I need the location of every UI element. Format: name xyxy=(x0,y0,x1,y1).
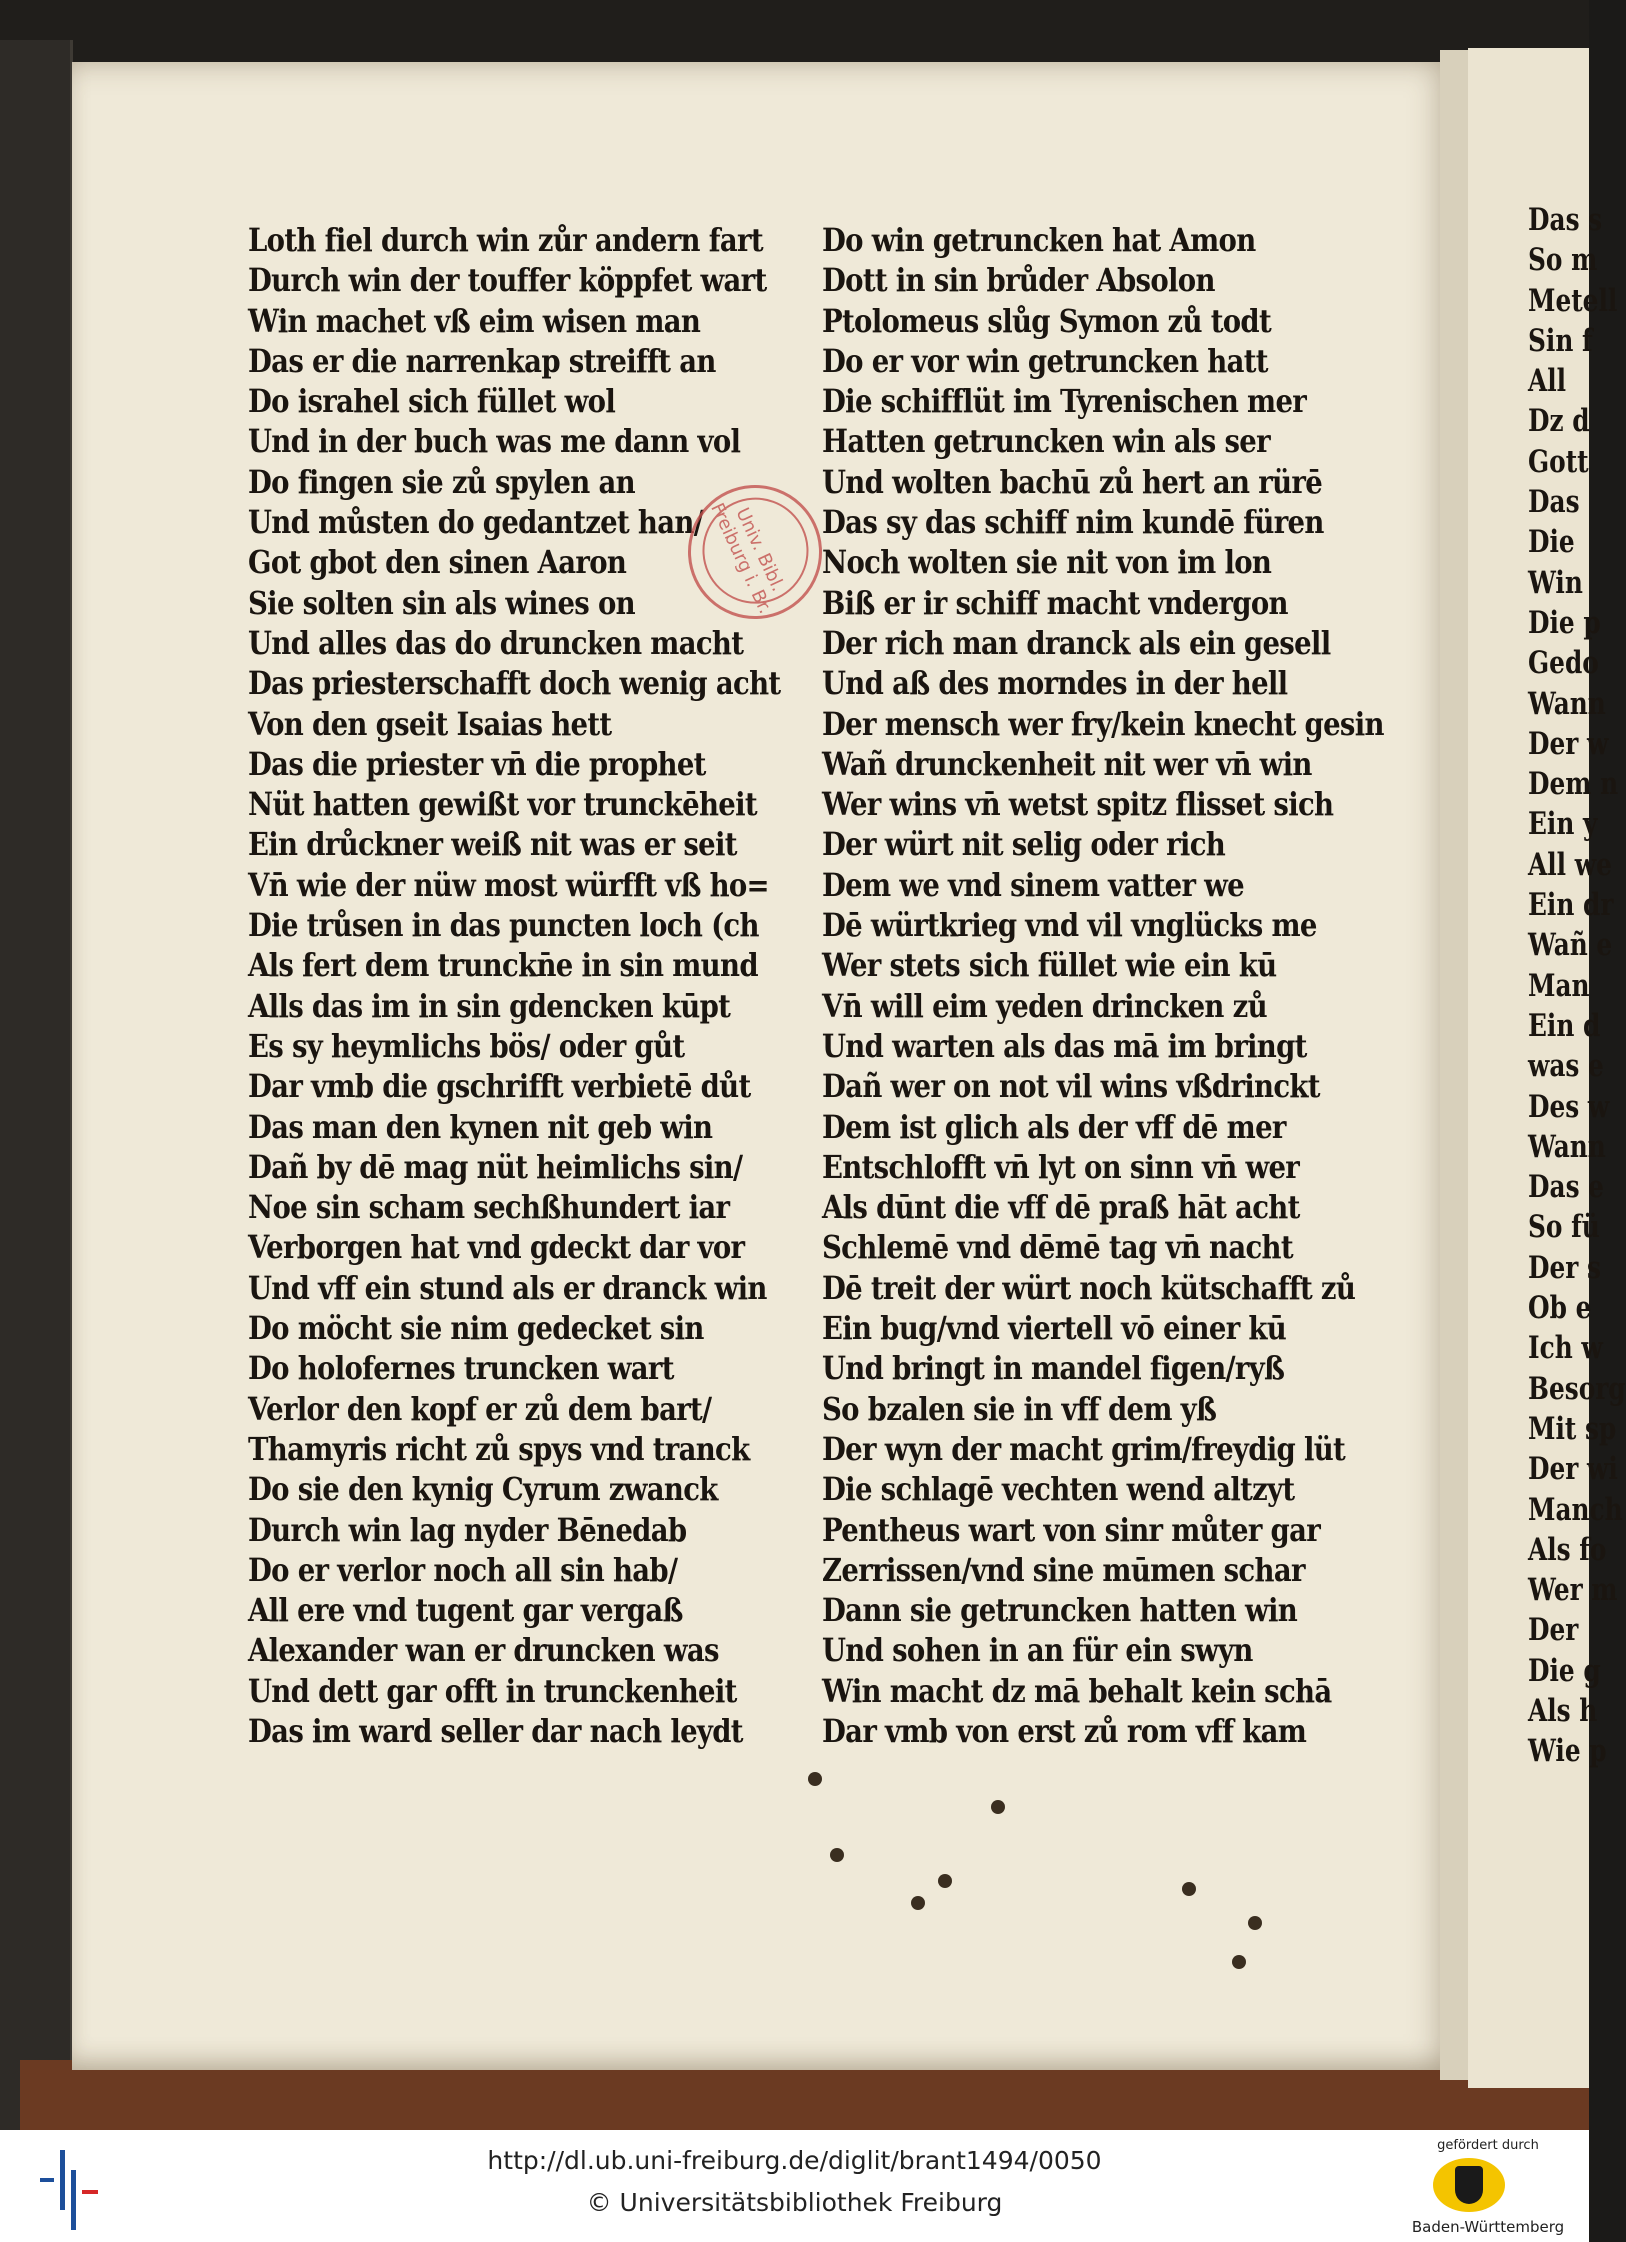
text-line: Verborgen hat vnd gdeckt dar vor xyxy=(248,1228,745,1267)
text-line: Der rich man dranck als ein gesell xyxy=(822,623,1331,662)
next-page-fragment: Die g xyxy=(1528,1652,1601,1689)
next-page-fragment: Ob e xyxy=(1528,1290,1592,1327)
next-page-fragment: Dz d xyxy=(1528,403,1590,440)
text-line: Win macht dz mā behalt kein schā xyxy=(822,1671,1332,1710)
text-line: Do er verlor noch all sin hab/ xyxy=(248,1550,678,1589)
next-page-fragment: Der xyxy=(1528,1612,1579,1649)
next-page-fragment: Der w xyxy=(1528,725,1609,762)
next-page-fragment: So fü xyxy=(1528,1209,1600,1246)
next-page-fragment: Gedo xyxy=(1528,645,1599,682)
wormhole xyxy=(1182,1882,1196,1896)
text-line: Do er vor win getruncken hatt xyxy=(822,341,1268,380)
next-page-fragment: Win xyxy=(1528,564,1583,601)
text-line: Wer wins vn̄ wetst spitz flisset sich xyxy=(822,785,1334,824)
text-line: Do win getruncken hat Amon xyxy=(822,221,1256,259)
text-line: Alls das im in sin gdencken kūpt xyxy=(248,986,731,1025)
text-line: Schlemē vnd dēmē tag vn̄ nacht xyxy=(822,1228,1293,1267)
text-line: Der mensch wer fry/kein knecht gesin xyxy=(822,704,1384,743)
text-line: Vn̄ will eim yeden drincken zů xyxy=(822,986,1267,1025)
text-line: Dem ist glich als der vff dē mer xyxy=(822,1107,1286,1146)
text-line: Und wolten bachū zů hert an rürē xyxy=(822,462,1323,501)
baden-wuerttemberg-crest-icon xyxy=(1433,2158,1505,2212)
next-page-fragment: Ein y xyxy=(1528,806,1598,843)
text-line: Do holofernes truncken wart xyxy=(248,1349,674,1388)
text-line: Alexander wan er druncken was xyxy=(248,1631,719,1670)
next-page-fragment: Die p xyxy=(1528,604,1601,641)
text-line: Das er die narrenkap streifft an xyxy=(248,341,716,380)
wormhole xyxy=(1248,1916,1262,1930)
text-line: Dem we vnd sinem vatter we xyxy=(822,865,1244,904)
text-line: Als fert dem trunckn̄e in sin mund xyxy=(248,946,758,985)
next-page-fragment: So m xyxy=(1528,242,1598,279)
next-page-fragment: Wañ e xyxy=(1528,927,1613,964)
next-page-fragment: Als fo xyxy=(1528,1531,1607,1568)
wormhole xyxy=(808,1772,822,1786)
next-page-fragment: Wann xyxy=(1528,1128,1606,1165)
text-line: Ptolomeus slůg Symon zů todt xyxy=(822,301,1271,340)
text-line: Wer stets sich füllet wie ein kū xyxy=(822,946,1277,985)
text-line: Noe sin scham sechßhundert iar xyxy=(248,1188,730,1227)
next-page-fragment: Ich w xyxy=(1528,1330,1603,1367)
text-line: Das im ward seller dar nach leydt xyxy=(248,1711,743,1750)
next-page-fragment: Wie p xyxy=(1528,1733,1607,1770)
wormhole xyxy=(991,1800,1005,1814)
text-line: Pentheus wart von sinr můter gar xyxy=(822,1510,1321,1549)
text-line: Die schlagē vechten wend altzyt xyxy=(822,1470,1295,1509)
wormhole xyxy=(938,1874,952,1888)
text-line: Biß er ir schiff macht vndergon xyxy=(822,583,1288,622)
next-page-fragment: Als h xyxy=(1528,1692,1598,1729)
text-line: Von den gseit Isaias hett xyxy=(248,704,612,743)
next-page-fragment: Das s xyxy=(1528,202,1603,238)
text-line: Dē würtkrieg vnd vil vnglücks me xyxy=(822,906,1317,945)
text-line: Ein drůckner weiß nit was er seit xyxy=(248,825,737,864)
text-line: Ein bug/vnd viertell vō einer kū xyxy=(822,1309,1287,1348)
next-page-fragment: Der s xyxy=(1528,1249,1601,1286)
text-line: Das man den kynen nit geb win xyxy=(248,1107,713,1146)
text-line: Und aß des morndes in der hell xyxy=(822,664,1288,703)
next-page-fragment: Mit sp xyxy=(1528,1410,1617,1447)
text-line: Vn̄ wie der nüw most würfft vß ho= xyxy=(248,865,769,904)
next-page-fragment: All we xyxy=(1528,846,1612,883)
text-line: Loth fiel durch win zůr andern fart xyxy=(248,221,763,259)
text-line: Do israhel sich füllet wol xyxy=(248,382,616,421)
text-line: Dar vmb von erst zů rom vff kam xyxy=(822,1711,1307,1750)
text-line: Und bringt in mandel figen/ryß xyxy=(822,1349,1285,1388)
stamp-text: Univ. Bibl. Freiburg i. Br. xyxy=(706,499,789,618)
text-line: Noch wolten sie nit von im lon xyxy=(822,543,1272,582)
next-page-fragment: Man xyxy=(1528,967,1590,1004)
next-page-fragment: Besorg xyxy=(1528,1370,1626,1407)
text-line: Hatten getruncken win als ser xyxy=(822,422,1270,461)
text-line: Dē treit der würt noch kütschafft zů xyxy=(822,1268,1356,1307)
wormhole xyxy=(1232,1955,1246,1969)
text-line: So bzalen sie in vff dem yß xyxy=(822,1389,1217,1428)
text-line: Die trůsen in das puncten loch (ch xyxy=(248,906,759,945)
next-page-fragment: Sin f xyxy=(1528,322,1593,359)
text-line: Nüt hatten gewißt vor trunckēheit xyxy=(248,785,757,824)
text-line: Und sohen in an für ein swyn xyxy=(822,1631,1253,1670)
next-page-fragment: Des w xyxy=(1528,1088,1610,1125)
right-text-column xyxy=(822,220,1404,1751)
viewer-footer xyxy=(0,2130,1589,2242)
text-line: Dañ wer on not vil wins vßdrinckt xyxy=(822,1067,1320,1106)
text-line: Und vff ein stund als er dranck win xyxy=(248,1268,767,1307)
text-line: Wañ drunckenheit nit wer vn̄ win xyxy=(822,744,1312,783)
text-line: Als dūnt die vff dē praß hāt acht xyxy=(822,1188,1300,1227)
next-page-fragment: Der wi xyxy=(1528,1451,1618,1488)
text-line: Es sy heymlichs bös/ oder gůt xyxy=(248,1026,685,1065)
text-line: Do fingen sie zů spylen an xyxy=(248,462,635,501)
permalink-url[interactable]: http://dl.ub.uni-freiburg.de/diglit/brant1494/0050 xyxy=(487,2146,1102,2175)
text-line: Und in der buch was me dann vol xyxy=(248,422,741,461)
text-line: Und alles das do druncken macht xyxy=(248,623,744,662)
next-page-text-fragments xyxy=(1528,200,1626,1772)
next-page-fragment: was e xyxy=(1528,1048,1604,1085)
text-line: Und dett gar offt in trunckenheit xyxy=(248,1671,737,1710)
wormhole xyxy=(911,1896,925,1910)
next-page-fragment: Wann xyxy=(1528,685,1606,722)
next-page-fragment: Das xyxy=(1528,484,1580,521)
text-line: Und warten als das mā im bringt xyxy=(822,1026,1307,1065)
next-page-fragment: Gott xyxy=(1528,443,1589,480)
text-line: Der wyn der macht grim/freydig lüt xyxy=(822,1429,1346,1468)
next-page-fragment: Das e xyxy=(1528,1169,1604,1206)
next-page-fragment: All xyxy=(1528,363,1567,400)
text-line: Dar vmb die gschrifft verbietē důt xyxy=(248,1067,751,1106)
text-line: Dott in sin brůder Absolon xyxy=(822,261,1215,300)
left-text-column xyxy=(248,220,818,1751)
next-page-fragment: Manch xyxy=(1528,1491,1623,1528)
sponsor-label: gefördert durch xyxy=(1437,2138,1539,2153)
text-line: Durch win der touffer köppfet wart xyxy=(248,261,767,300)
text-line: Dann sie getruncken hatten win xyxy=(822,1591,1298,1630)
text-line: Sie solten sin als wines on xyxy=(248,583,635,622)
next-page-fragment: Dem n xyxy=(1528,766,1619,803)
text-line: Entschlofft vn̄ lyt on sinn vn̄ wer xyxy=(822,1147,1300,1186)
text-line: Dañ by dē mag nüt heimlichs sin/ xyxy=(248,1147,743,1186)
text-line: Durch win lag nyder Bēnedab xyxy=(248,1510,687,1549)
text-line: Got gbot den sinen Aaron xyxy=(248,543,627,582)
text-line: Zerrissen/vnd sine mūmen schar xyxy=(822,1550,1305,1589)
wormhole xyxy=(830,1848,844,1862)
book-binding xyxy=(0,40,73,2130)
next-page-fragment: Metell xyxy=(1528,282,1618,319)
sponsor-name: Baden-Württemberg xyxy=(1411,2218,1565,2236)
text-line: Thamyris richt zů spys vnd tranck xyxy=(248,1429,750,1468)
next-page-fragment: Ein d xyxy=(1528,1007,1601,1044)
page-gutter xyxy=(1440,50,1468,2080)
text-line: Das sy das schiff nim kundē füren xyxy=(822,503,1324,542)
next-page-fragment: Ein dr xyxy=(1528,887,1614,924)
text-line: Die schifflüt im Tyrenischen mer xyxy=(822,382,1307,421)
next-page-fragment: Die xyxy=(1528,524,1575,561)
copyright-notice: © Universitätsbibliothek Freiburg xyxy=(586,2188,1003,2217)
text-line: Do möcht sie nim gedecket sin xyxy=(248,1309,704,1348)
text-line: Der würt nit selig oder rich xyxy=(822,825,1226,864)
text-line: Win machet vß eim wisen man xyxy=(248,301,701,340)
text-line: All ere vnd tugent gar vergaß xyxy=(248,1591,683,1630)
text-line: Das priesterschafft doch wenig acht xyxy=(248,664,781,703)
text-line: Und můsten do gedantzet han/ xyxy=(248,503,704,542)
text-line: Verlor den kopf er zů dem bart/ xyxy=(248,1389,712,1428)
next-page-fragment: Wer m xyxy=(1528,1572,1618,1609)
text-line: Do sie den kynig Cyrum zwanck xyxy=(248,1470,718,1509)
text-line: Das die priester vn̄ die prophet xyxy=(248,744,706,783)
book-cover-edge xyxy=(20,2060,1589,2130)
